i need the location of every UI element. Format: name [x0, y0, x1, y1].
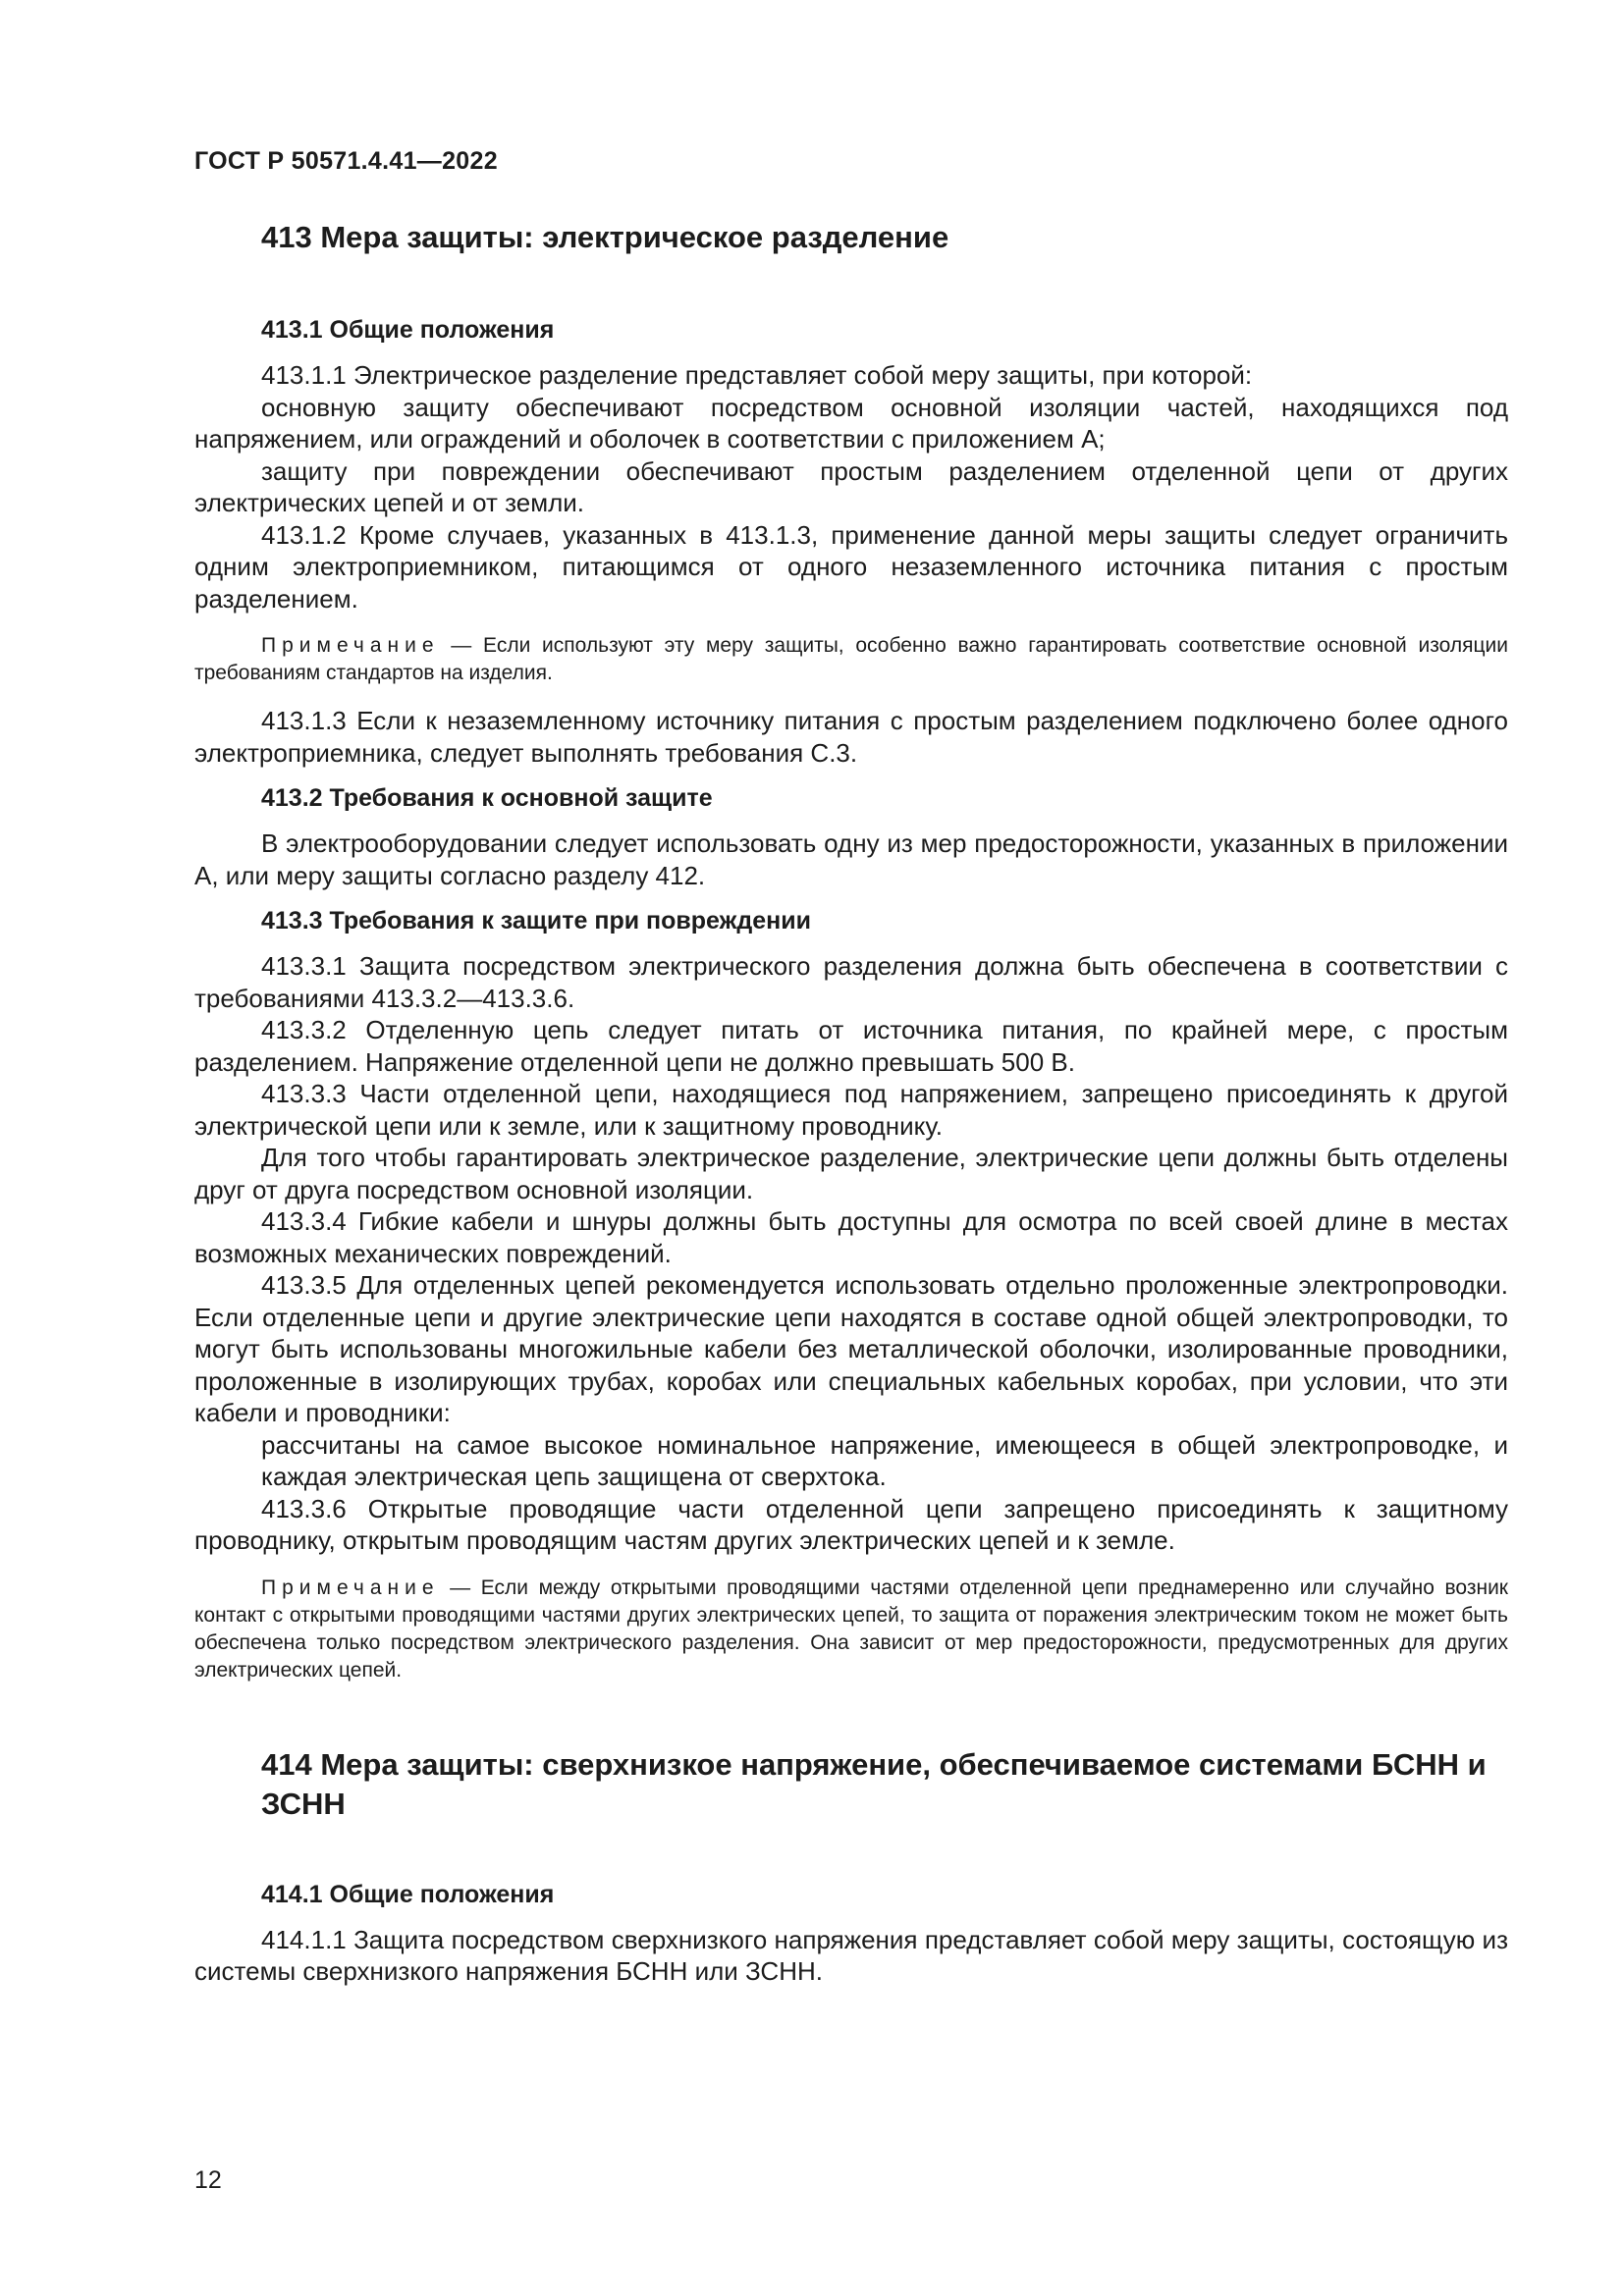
paragraph-basic-protection: основную защиту обеспечивают посредством основной изоляции частей, находящихся под напряжением, или ограждений и оболочек в соответствии с приложением А; — [194, 392, 1508, 454]
note-2 — [194, 1575, 1508, 1684]
subsection-413-1-title: 413.1 Общие положения — [261, 316, 555, 344]
paragraph-413-3-2: 413.3.2 Отделенную цепь следует питать от источника питания, по крайней мере, с простым разделением. Напряжение отделенной цепи не должно превышать 500 В. — [194, 1015, 1508, 1077]
note-text: — Если между открытыми проводящими частями отделенной цепи преднамеренно или случайно возник контакт с открытыми проводящими частями других электрических цепей, то защита от поражения электрическим током не может быть обеспечена только посредством электрического разделения. Она зависит от мер предосторожности, предусмотренных для других электрических цепей. — [194, 1575, 1508, 1682]
paragraph-413-2: В электрооборудовании следует использовать одну из мер предосторожности, указанных в приложении А, или меру защиты согласно разделу 412. — [194, 828, 1508, 890]
paragraph-413-1-2: 413.1.2 Кроме случаев, указанных в 413.1.3, применение данной меры защиты следует ограничить одним электроприемником, питающимся от одного незаземленного источника питания с простым разделением. — [194, 519, 1508, 614]
paragraph-414-1-1: 414.1.1 Защита посредством сверхнизкого напряжения представляет собой меру защиты, состоящую из системы сверхнизкого напряжения БСНН или ЗСНН. — [194, 1924, 1508, 1986]
section-413-title: 413 Мера защиты: электрическое разделение — [261, 220, 949, 254]
paragraph-413-3-6: 413.3.6 Открытые проводящие части отделенной цепи запрещено присоединять к защитному проводнику, открытым проводящим частям других электрических цепей и к земле. — [194, 1493, 1508, 1555]
note-text: — Если используют эту меру защиты, особенно важно гарантировать соответствие основной изоляции требованиям стандартов на изделия. — [194, 634, 1508, 684]
document-header: ГОСТ Р 50571.4.41—2022 — [194, 147, 498, 175]
subsection-413-3-title: 413.3 Требования к защите при повреждении — [261, 907, 811, 934]
paragraph-413-3-1: 413.3.1 Защита посредством электрического разделения должна быть обеспечена в соответствии с требованиями 413.3.2—413.3.6. — [194, 951, 1508, 1013]
paragraph-413-3-5: 413.3.5 Для отделенных цепей рекомендуется использовать отдельно проложенные электропроводки. Если отделенные цепи и другие электрические цепи находятся в составе одной общей электропроводки, то могут быть использованы многожильные кабели без металлической оболочки, изолированные проводники, проложенные в изолирующих трубах, коробах или специальных кабельных коробах, при условии, что эти кабели и проводники: — [194, 1270, 1508, 1427]
subsection-414-1-title: 414.1 Общие положения — [261, 1880, 555, 1908]
subsection-413-2-title: 413.2 Требования к основной защите — [261, 784, 713, 812]
paragraph-separation: Для того чтобы гарантировать электрическое разделение, электрические цепи должны быть отделены друг от друга посредством основной изоляции. — [194, 1143, 1508, 1204]
document-body — [194, 218, 1508, 1988]
paragraph-413-1-1: 413.1.1 Электрическое разделение представляет собой меру защиты, при которой: — [261, 360, 1253, 390]
paragraph-413-1-3: 413.1.3 Если к незаземленному источнику питания с простым разделением подключено более одного электроприемника, следует выполнять требования С.3. — [194, 706, 1508, 768]
paragraph-413-3-3: 413.3.3 Части отделенной цепи, находящиеся под напряжением, запрещено присоединять к другой электрической цепи или к земле, или к защитному проводнику. — [194, 1079, 1508, 1141]
page-number: 12 — [194, 2166, 222, 2194]
list-item-rated-voltage: рассчитаны на самое высокое номинальное напряжение, имеющееся в общей электропроводке, и каждая электрическая цепь защищена от сверхтока. — [261, 1429, 1508, 1491]
note-label: Примечание — [261, 1575, 440, 1599]
note-label: Примечание — [261, 634, 440, 657]
paragraph-413-3-4: 413.3.4 Гибкие кабели и шнуры должны быть доступны для осмотра по всей своей длине в местах возможных механических повреждений. — [194, 1206, 1508, 1268]
note-1 — [194, 632, 1508, 687]
paragraph-fault-protection: защиту при повреждении обеспечивают простым разделением отделенной цепи от других электрических цепей и от земли. — [194, 455, 1508, 517]
section-414-title: 414 Мера защиты: сверхнизкое напряжение, обеспечиваемое системами БСНН и ЗСНН — [261, 1746, 1487, 1821]
